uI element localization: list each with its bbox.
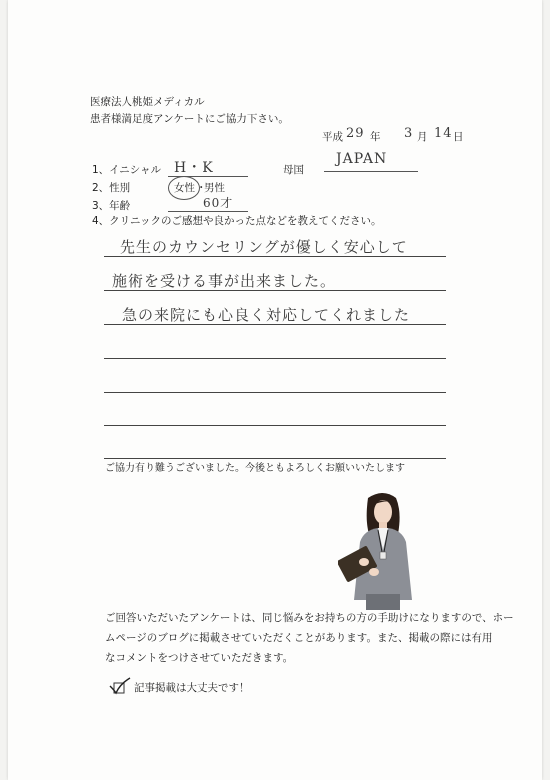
gender-option-female: 女性 bbox=[174, 182, 195, 194]
comment-rule-7 bbox=[104, 458, 446, 459]
comment-rule-6 bbox=[104, 425, 446, 426]
comment-line-3: 急の来院にも心良く対応してくれました bbox=[122, 306, 411, 324]
comment-rule-3 bbox=[104, 324, 446, 325]
notice-line-1: ご回答いただいたアンケートは、同じ悩みをお持ちの方の手助けになりますので、ホー bbox=[105, 612, 514, 624]
gender-label: 2、性別 bbox=[92, 182, 131, 194]
country-value: JAPAN bbox=[336, 151, 388, 167]
initials-value: H・K bbox=[174, 160, 214, 176]
country-label: 母国 bbox=[283, 164, 304, 176]
thanks-text: ご協力有り難うございました。今後ともよろしくお願いいたします bbox=[105, 463, 405, 474]
check-mark-icon bbox=[108, 676, 132, 696]
comment-line-2: 施術を受ける事が出来ました。 bbox=[112, 272, 337, 290]
comment-rule-5 bbox=[104, 392, 446, 393]
date-month-unit: 月 bbox=[417, 131, 428, 143]
gender-selection-circle bbox=[168, 176, 200, 200]
country-underline bbox=[324, 171, 418, 172]
age-label: 3、年齢 bbox=[92, 200, 131, 212]
clinic-name: 医療法人桃姫メディカル bbox=[90, 96, 205, 108]
notice-line-3: なコメントをつけさせていただきます。 bbox=[105, 652, 294, 664]
survey-title: 患者様満足度アンケートにご協力下さい。 bbox=[90, 113, 289, 125]
notice-line-2: ムページのブログに掲載させていただくことがあります。また、掲載の際には有用 bbox=[105, 632, 493, 644]
comment-line-1: 先生のカウンセリングが優しく安心して bbox=[120, 238, 408, 256]
date-day-unit: 日 bbox=[453, 131, 464, 143]
survey-sheet bbox=[8, 0, 542, 780]
date-month-value: 3 bbox=[404, 126, 414, 141]
age-value: 60才 bbox=[203, 196, 234, 210]
initials-label: 1、イニシャル bbox=[92, 164, 162, 176]
gender-option-male: 男性 bbox=[204, 182, 225, 194]
consent-text: 記事掲載は大丈夫です！ bbox=[134, 682, 250, 694]
comments-label: 4、クリニックのご感想や良かった点などを教えてください。 bbox=[92, 215, 382, 227]
age-underline bbox=[168, 211, 248, 212]
date-year-value: 29 bbox=[346, 126, 365, 141]
date-day-value: 14 bbox=[434, 126, 453, 141]
gender-separator: ・ bbox=[196, 182, 207, 194]
date-year-unit: 年 bbox=[370, 131, 381, 143]
date-era: 平成 bbox=[322, 131, 343, 143]
comment-rule-4 bbox=[104, 358, 446, 359]
comment-rule-1 bbox=[104, 256, 446, 257]
staff-photo bbox=[338, 490, 428, 610]
comment-rule-2 bbox=[104, 290, 446, 291]
